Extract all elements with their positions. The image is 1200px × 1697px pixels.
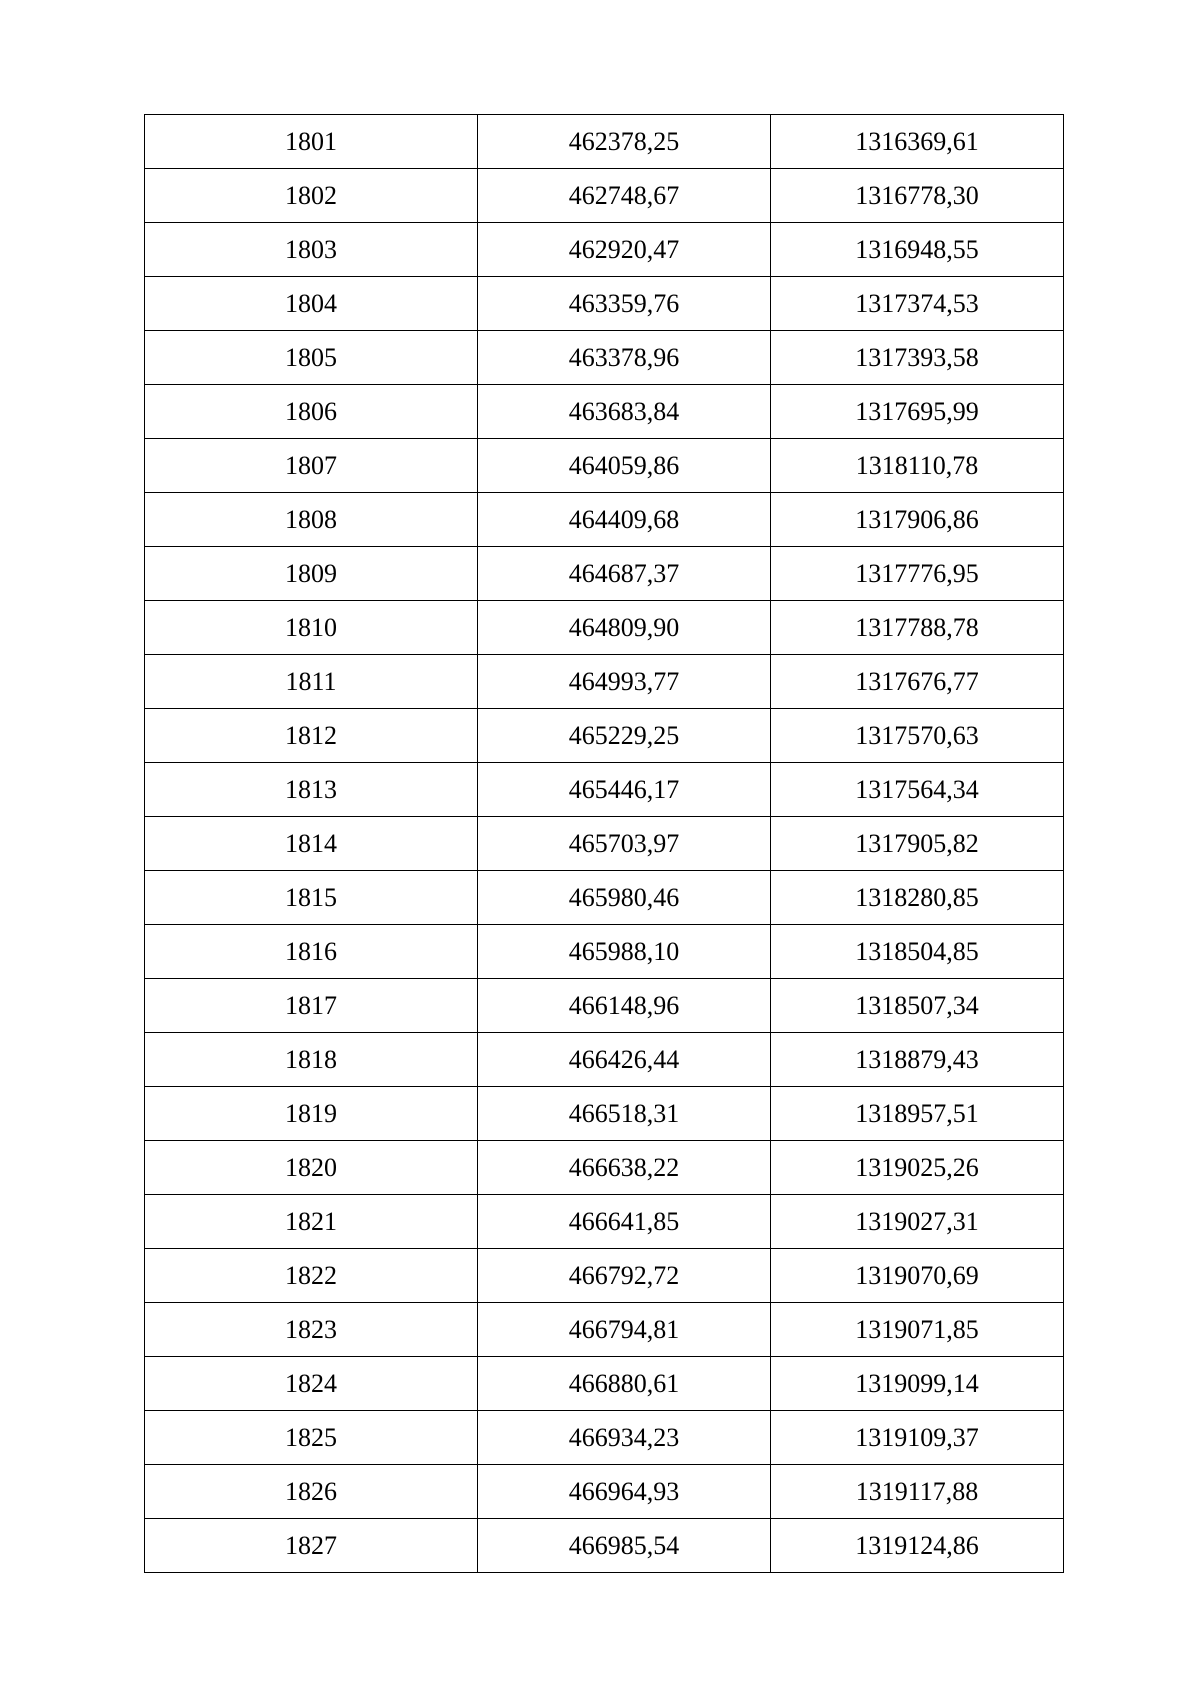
table-row bbox=[145, 763, 1064, 817]
y-coordinate-cell: 1319071,85 bbox=[771, 1303, 1064, 1357]
x-coordinate-cell: 465229,25 bbox=[478, 709, 771, 763]
x-coordinate-cell: 464409,68 bbox=[478, 493, 771, 547]
y-coordinate-cell: 1317905,82 bbox=[771, 817, 1064, 871]
x-coordinate-cell: 466934,23 bbox=[478, 1411, 771, 1465]
point-number-cell: 1805 bbox=[145, 331, 478, 385]
y-coordinate-cell: 1317788,78 bbox=[771, 601, 1064, 655]
x-coordinate-cell: 464059,86 bbox=[478, 439, 771, 493]
y-coordinate-cell: 1318957,51 bbox=[771, 1087, 1064, 1141]
point-number-cell: 1812 bbox=[145, 709, 478, 763]
table-row bbox=[145, 601, 1064, 655]
table-row bbox=[145, 277, 1064, 331]
x-coordinate-cell: 466792,72 bbox=[478, 1249, 771, 1303]
y-coordinate-cell: 1319124,86 bbox=[771, 1519, 1064, 1573]
table-row bbox=[145, 1249, 1064, 1303]
point-number-cell: 1815 bbox=[145, 871, 478, 925]
x-coordinate-cell: 462920,47 bbox=[478, 223, 771, 277]
y-coordinate-cell: 1317393,58 bbox=[771, 331, 1064, 385]
table-row bbox=[145, 871, 1064, 925]
table-row bbox=[145, 1411, 1064, 1465]
y-coordinate-cell: 1316778,30 bbox=[771, 169, 1064, 223]
point-number-cell: 1820 bbox=[145, 1141, 478, 1195]
x-coordinate-cell: 464687,37 bbox=[478, 547, 771, 601]
point-number-cell: 1803 bbox=[145, 223, 478, 277]
table-row bbox=[145, 979, 1064, 1033]
table-row bbox=[145, 709, 1064, 763]
table-row bbox=[145, 1357, 1064, 1411]
point-number-cell: 1804 bbox=[145, 277, 478, 331]
point-number-cell: 1809 bbox=[145, 547, 478, 601]
table-row bbox=[145, 439, 1064, 493]
x-coordinate-cell: 463683,84 bbox=[478, 385, 771, 439]
point-number-cell: 1818 bbox=[145, 1033, 478, 1087]
table-row bbox=[145, 223, 1064, 277]
x-coordinate-cell: 465988,10 bbox=[478, 925, 771, 979]
table-row bbox=[145, 1303, 1064, 1357]
point-number-cell: 1810 bbox=[145, 601, 478, 655]
table-row bbox=[145, 385, 1064, 439]
table-row bbox=[145, 925, 1064, 979]
table-row bbox=[145, 331, 1064, 385]
y-coordinate-cell: 1316948,55 bbox=[771, 223, 1064, 277]
y-coordinate-cell: 1317776,95 bbox=[771, 547, 1064, 601]
y-coordinate-cell: 1317570,63 bbox=[771, 709, 1064, 763]
table-row bbox=[145, 493, 1064, 547]
point-number-cell: 1822 bbox=[145, 1249, 478, 1303]
point-number-cell: 1819 bbox=[145, 1087, 478, 1141]
table-row bbox=[145, 547, 1064, 601]
table-row bbox=[145, 1141, 1064, 1195]
y-coordinate-cell: 1316369,61 bbox=[771, 115, 1064, 169]
y-coordinate-cell: 1318879,43 bbox=[771, 1033, 1064, 1087]
y-coordinate-cell: 1319109,37 bbox=[771, 1411, 1064, 1465]
coordinates-table-body bbox=[145, 115, 1064, 1573]
point-number-cell: 1811 bbox=[145, 655, 478, 709]
y-coordinate-cell: 1317564,34 bbox=[771, 763, 1064, 817]
point-number-cell: 1826 bbox=[145, 1465, 478, 1519]
x-coordinate-cell: 466148,96 bbox=[478, 979, 771, 1033]
x-coordinate-cell: 466638,22 bbox=[478, 1141, 771, 1195]
y-coordinate-cell: 1318504,85 bbox=[771, 925, 1064, 979]
x-coordinate-cell: 462378,25 bbox=[478, 115, 771, 169]
x-coordinate-cell: 466426,44 bbox=[478, 1033, 771, 1087]
x-coordinate-cell: 466641,85 bbox=[478, 1195, 771, 1249]
x-coordinate-cell: 463378,96 bbox=[478, 331, 771, 385]
y-coordinate-cell: 1319117,88 bbox=[771, 1465, 1064, 1519]
point-number-cell: 1817 bbox=[145, 979, 478, 1033]
point-number-cell: 1825 bbox=[145, 1411, 478, 1465]
y-coordinate-cell: 1317906,86 bbox=[771, 493, 1064, 547]
point-number-cell: 1814 bbox=[145, 817, 478, 871]
table-row bbox=[145, 1087, 1064, 1141]
y-coordinate-cell: 1317695,99 bbox=[771, 385, 1064, 439]
table-row bbox=[145, 115, 1064, 169]
x-coordinate-cell: 465980,46 bbox=[478, 871, 771, 925]
x-coordinate-cell: 466794,81 bbox=[478, 1303, 771, 1357]
y-coordinate-cell: 1319027,31 bbox=[771, 1195, 1064, 1249]
x-coordinate-cell: 463359,76 bbox=[478, 277, 771, 331]
x-coordinate-cell: 462748,67 bbox=[478, 169, 771, 223]
coordinates-table bbox=[144, 114, 1064, 1573]
point-number-cell: 1807 bbox=[145, 439, 478, 493]
y-coordinate-cell: 1317676,77 bbox=[771, 655, 1064, 709]
point-number-cell: 1816 bbox=[145, 925, 478, 979]
table-row bbox=[145, 1465, 1064, 1519]
table-row bbox=[145, 817, 1064, 871]
table-row bbox=[145, 169, 1064, 223]
point-number-cell: 1827 bbox=[145, 1519, 478, 1573]
x-coordinate-cell: 465703,97 bbox=[478, 817, 771, 871]
y-coordinate-cell: 1318110,78 bbox=[771, 439, 1064, 493]
x-coordinate-cell: 464993,77 bbox=[478, 655, 771, 709]
y-coordinate-cell: 1318507,34 bbox=[771, 979, 1064, 1033]
y-coordinate-cell: 1319099,14 bbox=[771, 1357, 1064, 1411]
point-number-cell: 1808 bbox=[145, 493, 478, 547]
x-coordinate-cell: 466518,31 bbox=[478, 1087, 771, 1141]
point-number-cell: 1813 bbox=[145, 763, 478, 817]
table-row bbox=[145, 1033, 1064, 1087]
point-number-cell: 1802 bbox=[145, 169, 478, 223]
table-row bbox=[145, 1195, 1064, 1249]
y-coordinate-cell: 1319025,26 bbox=[771, 1141, 1064, 1195]
point-number-cell: 1806 bbox=[145, 385, 478, 439]
x-coordinate-cell: 466964,93 bbox=[478, 1465, 771, 1519]
table-row bbox=[145, 655, 1064, 709]
point-number-cell: 1801 bbox=[145, 115, 478, 169]
y-coordinate-cell: 1319070,69 bbox=[771, 1249, 1064, 1303]
x-coordinate-cell: 466880,61 bbox=[478, 1357, 771, 1411]
table-row bbox=[145, 1519, 1064, 1573]
y-coordinate-cell: 1318280,85 bbox=[771, 871, 1064, 925]
point-number-cell: 1824 bbox=[145, 1357, 478, 1411]
x-coordinate-cell: 464809,90 bbox=[478, 601, 771, 655]
x-coordinate-cell: 466985,54 bbox=[478, 1519, 771, 1573]
y-coordinate-cell: 1317374,53 bbox=[771, 277, 1064, 331]
x-coordinate-cell: 465446,17 bbox=[478, 763, 771, 817]
point-number-cell: 1823 bbox=[145, 1303, 478, 1357]
point-number-cell: 1821 bbox=[145, 1195, 478, 1249]
